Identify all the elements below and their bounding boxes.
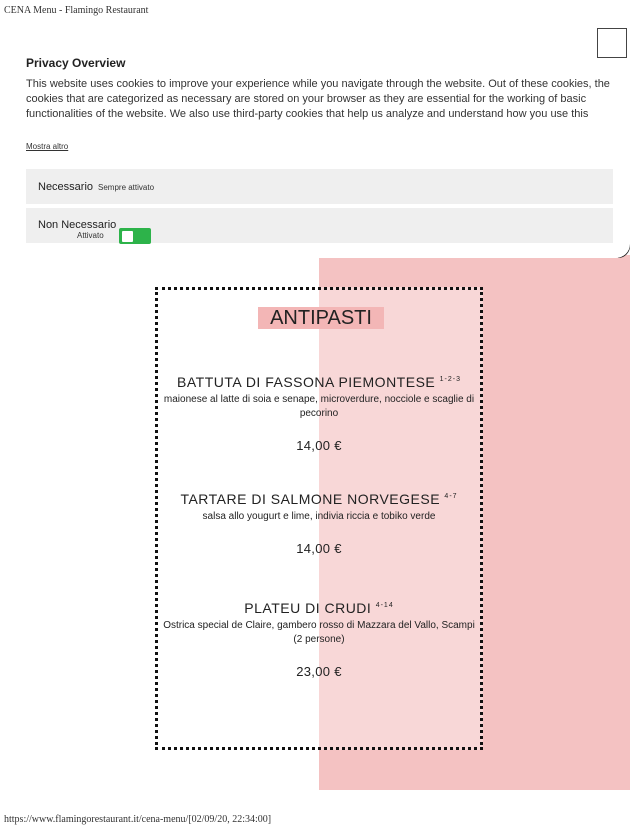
menu-item — [158, 491, 480, 556]
dish-name: BATTUTA DI FASSONA PIEMONTESE $^{1-2-3}$ — [177, 374, 461, 390]
print-page-title: CENA Menu - Flamingo Restaurant — [4, 5, 149, 16]
menu-item — [158, 600, 480, 679]
close-button[interactable] — [597, 28, 627, 58]
dish-description: Ostrica special de Claire, gambero rosso di Mazzara del Vallo, Scampi (2 persone) — [163, 620, 475, 645]
allergen-codes: 1-2-3 — [439, 376, 461, 383]
dish-price: 14,00 € — [296, 438, 342, 453]
section-title: ANTIPASTI — [258, 307, 384, 329]
allergen-codes: 4-14 — [375, 602, 394, 609]
toggle-knob — [122, 231, 133, 242]
category-name: Necessario — [38, 181, 94, 193]
non-necessary-toggle[interactable] — [119, 228, 151, 244]
print-page-url: https://www.flamingorestaurant.it/cena-menu/[02/09/20, 22:34:00] — [4, 814, 272, 825]
category-status: Sempre attivato — [98, 183, 155, 192]
privacy-overview-title: Privacy Overview — [26, 56, 126, 70]
allergen-codes: 4-7 — [444, 493, 458, 500]
dish-description: salsa allo yougurt e lime, indivia riccia e tobiko verde — [202, 511, 436, 522]
dish-price: 23,00 € — [296, 664, 342, 679]
menu-card — [155, 287, 483, 750]
privacy-overview-text: This website uses cookies to improve your experience while you navigate through the website. Out of these cookies, the cookies that are categorized as necessary are stored on your browser as they are essential for the working of basic functionalities of the website. We also use third-party cookies that help us analyze and understand how you use this — [26, 78, 610, 120]
dish-price: 14,00 € — [296, 541, 342, 556]
category-name: Non Necessario — [38, 219, 117, 231]
cookie-category-non-necessary[interactable] — [26, 208, 613, 243]
dish-description: maionese al latte di soia e senape, microverdure, nocciole e scaglie di pecorino — [163, 394, 475, 419]
dish-name: PLATEU DI CRUDI $^{4-14}$ — [244, 600, 394, 616]
dish-name: TARTARE DI SALMONE NORVEGESE $^{4-7}$ — [180, 491, 458, 507]
cookie-category-necessary[interactable] — [26, 169, 613, 204]
show-more-link[interactable]: Mostra altro — [26, 142, 69, 151]
category-status: Attivato — [77, 231, 104, 240]
menu-item — [158, 374, 480, 453]
